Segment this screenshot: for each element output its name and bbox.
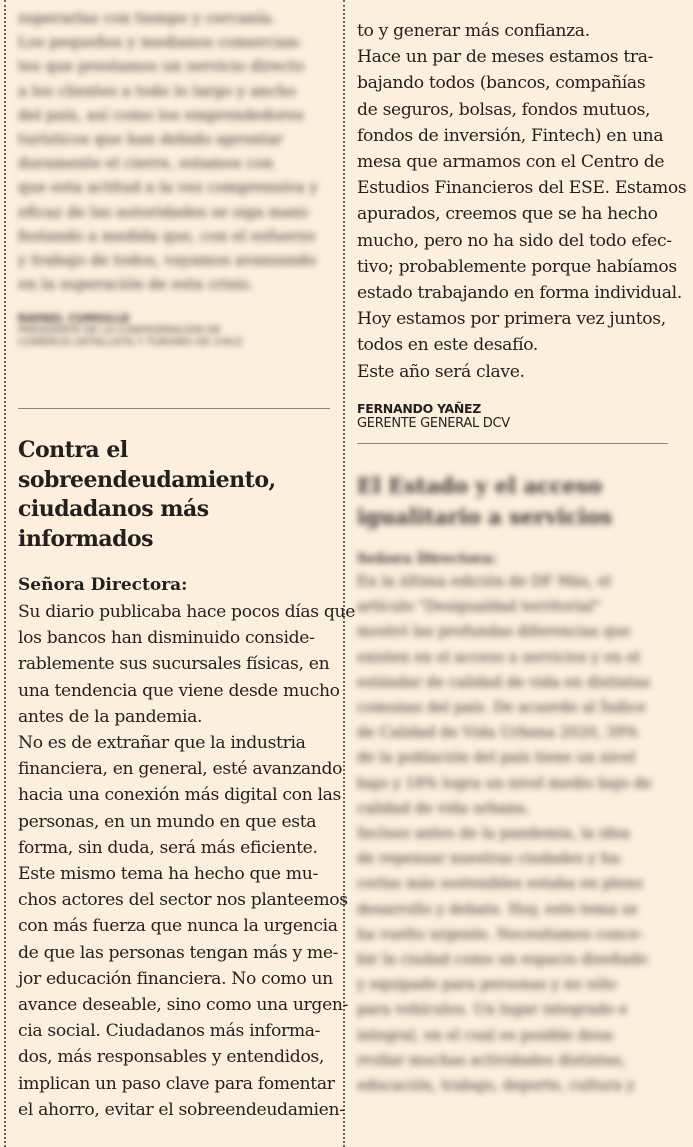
text-line: rrollar muchas actividades distintas,	[357, 1052, 626, 1069]
text-line: Este año será clave.	[357, 361, 525, 382]
text-line: implican un paso clave para fomentar	[18, 1073, 335, 1094]
text-line: COMERCIO DETALLISTA Y TURISMO DE CHILE	[18, 337, 243, 349]
left-column	[18, 0, 356, 1147]
title-line: Contra el	[18, 437, 128, 463]
title-line: El Estado y el acceso	[357, 473, 602, 498]
section-separator-right	[357, 443, 668, 444]
letter-signature-role: GERENTE GENERAL DCV	[357, 416, 510, 431]
next-letter-body	[357, 570, 669, 1099]
text-line: turísticos que han debido aprontar	[18, 130, 283, 149]
text-line: para vehículos. Un lugar integrado e	[357, 1002, 628, 1019]
previous-letter-body	[18, 0, 330, 296]
next-letter-salutation: Señora Directora:	[357, 551, 497, 567]
text-line: Los pequeños y medianos comercian-	[18, 33, 303, 52]
text-line: avance deseable, sino como una urgen-	[18, 995, 349, 1016]
text-line: dos, más responsables y entendidos,	[18, 1047, 325, 1068]
text-line: con más fuerza que nunca la urgencia	[18, 916, 338, 937]
text-line: existen en el acceso a servicios y en el	[357, 649, 640, 666]
letter-title	[18, 436, 276, 554]
text-line: No es de extrañar que la industria	[18, 733, 306, 754]
text-line: los bancos han disminuido conside-	[18, 628, 315, 649]
text-line: cerlas más sostenibles estaba en pleno	[357, 876, 644, 893]
text-line: y trabajo de todos, vayamos avanzando	[18, 251, 317, 270]
text-line: estándar de calidad de vida en distintas	[357, 674, 651, 691]
section-separator	[18, 408, 330, 409]
text-line: jor educación financiera. No como un	[18, 968, 333, 989]
text-line: tivo; probablemente porque habíamos	[357, 256, 677, 277]
left-edge-dotted-rule	[4, 0, 6, 1147]
previous-letter-blurred	[18, 0, 330, 349]
text-line: de seguros, bolsas, fondos mutuos,	[357, 99, 651, 120]
text-line: Este mismo tema ha hecho que mu-	[18, 864, 318, 885]
text-line: estado trabajando en forma individual.	[357, 283, 682, 304]
text-line: mesa que armamos con el Centro de	[357, 152, 665, 173]
letter-signature-name: FERNANDO YAÑEZ	[357, 401, 482, 416]
next-letter-title	[357, 470, 669, 532]
text-line: comunas del país. De acuerdo al Índice	[357, 700, 646, 717]
text-line: chos actores del sector nos planteemos	[18, 890, 348, 911]
text-line: superarlas con tiempo y cercanía.	[18, 9, 276, 27]
text-line: el ahorro, evitar el sobreendeudamien-	[18, 1099, 345, 1120]
text-line: desarrollo y debate. Hoy, este tema se	[357, 901, 638, 918]
text-line: En la última edición de DF Más, el	[357, 574, 611, 590]
text-line: calidad de vida urbana.	[357, 800, 530, 817]
text-line: Incluso antes de la pandemia, la idea	[357, 826, 631, 843]
text-line: ha vuelto urgente. Necesitamos conce-	[357, 926, 644, 943]
text-line: educación, trabajo, deporte, cultura y	[357, 1078, 635, 1095]
text-line: antes de la pandemia.	[18, 706, 203, 727]
text-line: forma, sin duda, será más eficiente.	[18, 837, 318, 858]
text-line: que esta actitud a la vez comprensiva y	[18, 178, 318, 197]
text-line: Hoy estamos por primera vez juntos,	[357, 309, 666, 330]
text-line: tes que prestamos un servicio directo	[18, 57, 305, 76]
column-divider	[343, 0, 345, 1147]
text-line: Su diario publicaba hace pocos días que	[18, 602, 356, 622]
text-line: artículo "Desigualdad territorial"	[357, 599, 601, 616]
text-line: de Calidad de Vida Urbana 2020, 39%	[357, 725, 639, 742]
letter-body-left	[18, 599, 356, 1123]
text-line: festando a medida que, con el esfuerzo	[18, 226, 316, 245]
text-line: a los clientes a todo lo largo y ancho	[18, 81, 296, 100]
next-letter-blurred	[357, 470, 669, 1099]
text-line: eficaz de las autoridades se siga mani-	[18, 202, 312, 221]
text-line: bajo y 18% logra un nivel medio bajo de	[357, 775, 652, 792]
previous-letter-signature-role	[18, 325, 330, 349]
text-line: to y generar más confianza.	[357, 21, 590, 41]
text-line: y equipado para personas y no sólo	[357, 977, 617, 994]
text-line: mostró las profundas diferencias que	[357, 624, 631, 641]
text-line: en la superación de esta crisis.	[18, 275, 254, 294]
text-line: PRESIDENTE DE LA CONFEDERACIÓN DE	[18, 325, 221, 337]
text-line: financiera, en general, esté avanzando	[18, 759, 343, 780]
letter-body-right	[357, 18, 687, 385]
title-line: sobreendeudamiento,	[18, 466, 276, 493]
text-line: bajando todos (bancos, compañías	[357, 73, 646, 94]
text-line: duramente el cierre, estamos con	[18, 154, 274, 173]
text-line: integral, en el cual es posible desa-	[357, 1027, 617, 1044]
title-line: igualitario a servicios	[357, 504, 613, 529]
text-line: cia social. Ciudadanos más informa-	[18, 1021, 321, 1042]
text-line: rablemente sus sucursales físicas, en	[18, 654, 330, 675]
text-line: de repensar nuestras ciudades y ha-	[357, 851, 624, 868]
text-line: bir la ciudad como un espacio diseñado	[357, 952, 648, 969]
text-line: Hace un par de meses estamos tra-	[357, 47, 654, 68]
letter-salutation: Señora Directora:	[18, 575, 188, 595]
previous-letter-signature-name: RAFAEL CUMSILLE	[18, 312, 130, 326]
text-line: todos en este desafío.	[357, 335, 539, 356]
text-line: hacia una conexión más digital con las	[18, 785, 341, 806]
title-line: ciudadanos más	[18, 496, 209, 522]
text-line: Estudios Financieros del ESE. Estamos	[357, 178, 687, 199]
text-line: de que las personas tengan más y me-	[18, 942, 339, 963]
text-line: personas, en un mundo en que esta	[18, 811, 317, 832]
text-line: fondos de inversión, Fintech) en una	[357, 125, 664, 146]
text-line: de la población del país tiene un nivel	[357, 750, 636, 767]
text-line: mucho, pero no ha sido del todo efec-	[357, 230, 672, 251]
text-line: una tendencia que viene desde mucho	[18, 680, 340, 701]
text-line: apurados, creemos que se ha hecho	[357, 204, 658, 225]
title-line: informados	[18, 525, 154, 552]
text-line: del país, así como los emprendedores	[18, 105, 304, 124]
right-column	[357, 0, 687, 1147]
